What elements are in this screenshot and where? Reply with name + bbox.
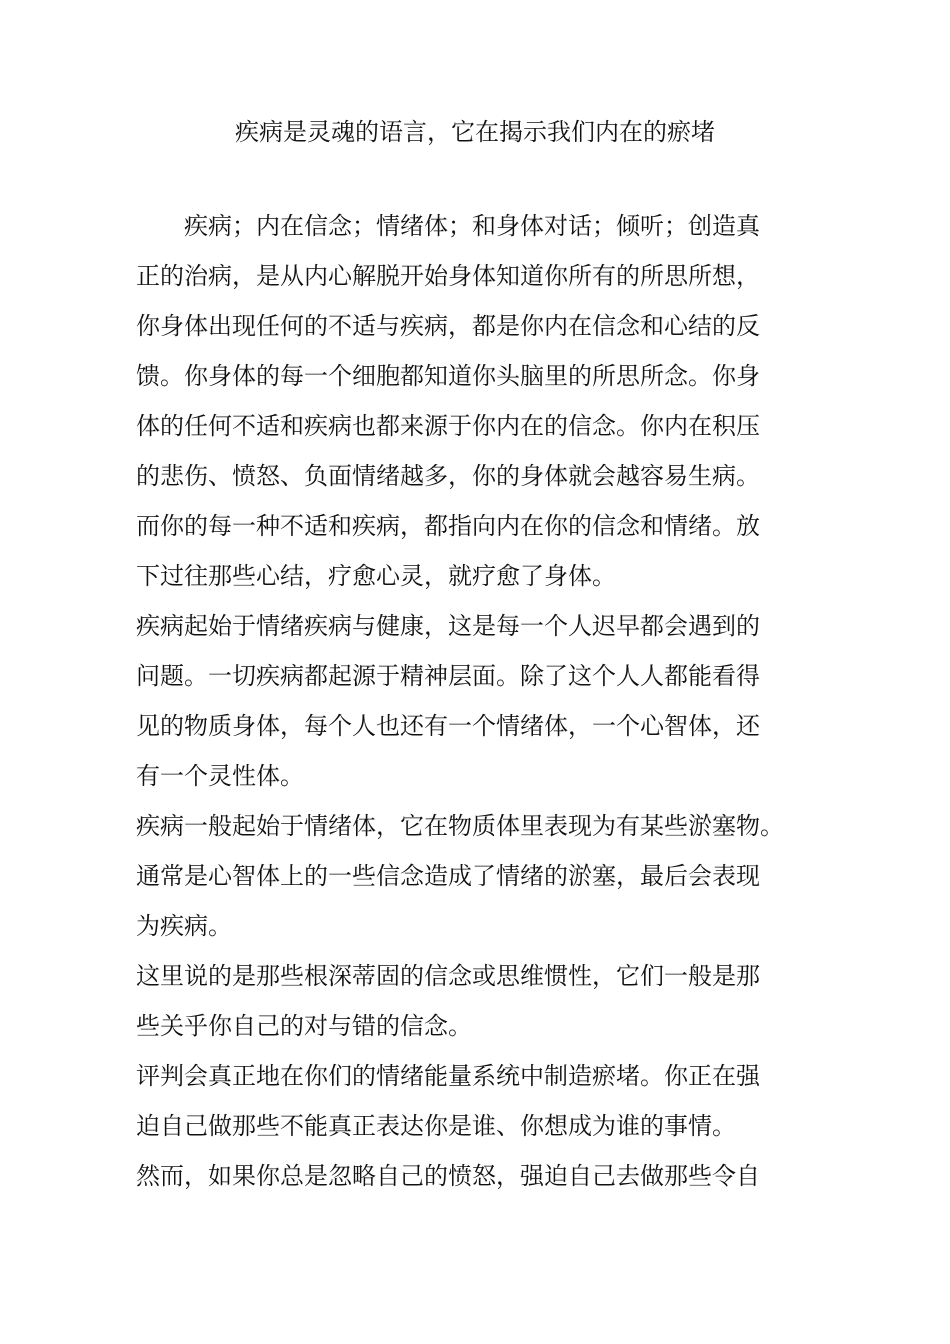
document-title: 疾病是灵魂的语言，它在揭示我们内在的瘀堵 — [235, 118, 715, 146]
text-line: 有一个灵性体。 — [136, 762, 304, 790]
document-body — [136, 206, 826, 1206]
text-line: 馈。你身体的每一个细胞都知道你头脑里的所思所念。你身 — [136, 362, 760, 390]
text-line: 疾病；内在信念；情绪体；和身体对话；倾听；创造真 — [136, 212, 760, 240]
text-line: 而你的每一种不适和疾病，都指向内在你的信念和情绪。放 — [136, 512, 760, 540]
text-line: 的悲伤、愤怒、负面情绪越多，你的身体就会越容易生病。 — [136, 462, 760, 490]
text-line: 疾病起始于情绪疾病与健康，这是每一个人迟早都会遇到的 — [136, 612, 760, 640]
text-line: 下过往那些心结，疗愈心灵，就疗愈了身体。 — [136, 562, 616, 590]
text-line: 迫自己做那些不能真正表达你是谁、你想成为谁的事情。 — [136, 1112, 736, 1140]
text-line: 些关乎你自己的对与错的信念。 — [136, 1012, 472, 1040]
text-line: 正的治病，是从内心解脱开始身体知道你所有的所思所想， — [136, 262, 760, 290]
text-line: 评判会真正地在你们的情绪能量系统中制造瘀堵。你正在强 — [136, 1062, 760, 1090]
text-line: 这里说的是那些根深蒂固的信念或思维惯性，它们一般是那 — [136, 962, 760, 990]
text-line: 疾病一般起始于情绪体，它在物质体里表现为有某些淤塞物。 — [136, 812, 784, 840]
text-line: 你身体出现任何的不适与疾病，都是你内在信念和心结的反 — [136, 312, 760, 340]
text-line: 然而，如果你总是忽略自己的愤怒，强迫自己去做那些令自 — [136, 1162, 760, 1190]
text-line: 为疾病。 — [136, 912, 232, 940]
text-line: 见的物质身体，每个人也还有一个情绪体，一个心智体，还 — [136, 712, 760, 740]
text-line: 问题。一切疾病都起源于精神层面。除了这个人人都能看得 — [136, 662, 760, 690]
text-line: 体的任何不适和疾病也都来源于你内在的信念。你内在积压 — [136, 412, 760, 440]
text-line: 通常是心智体上的一些信念造成了情绪的淤塞，最后会表现 — [136, 862, 760, 890]
